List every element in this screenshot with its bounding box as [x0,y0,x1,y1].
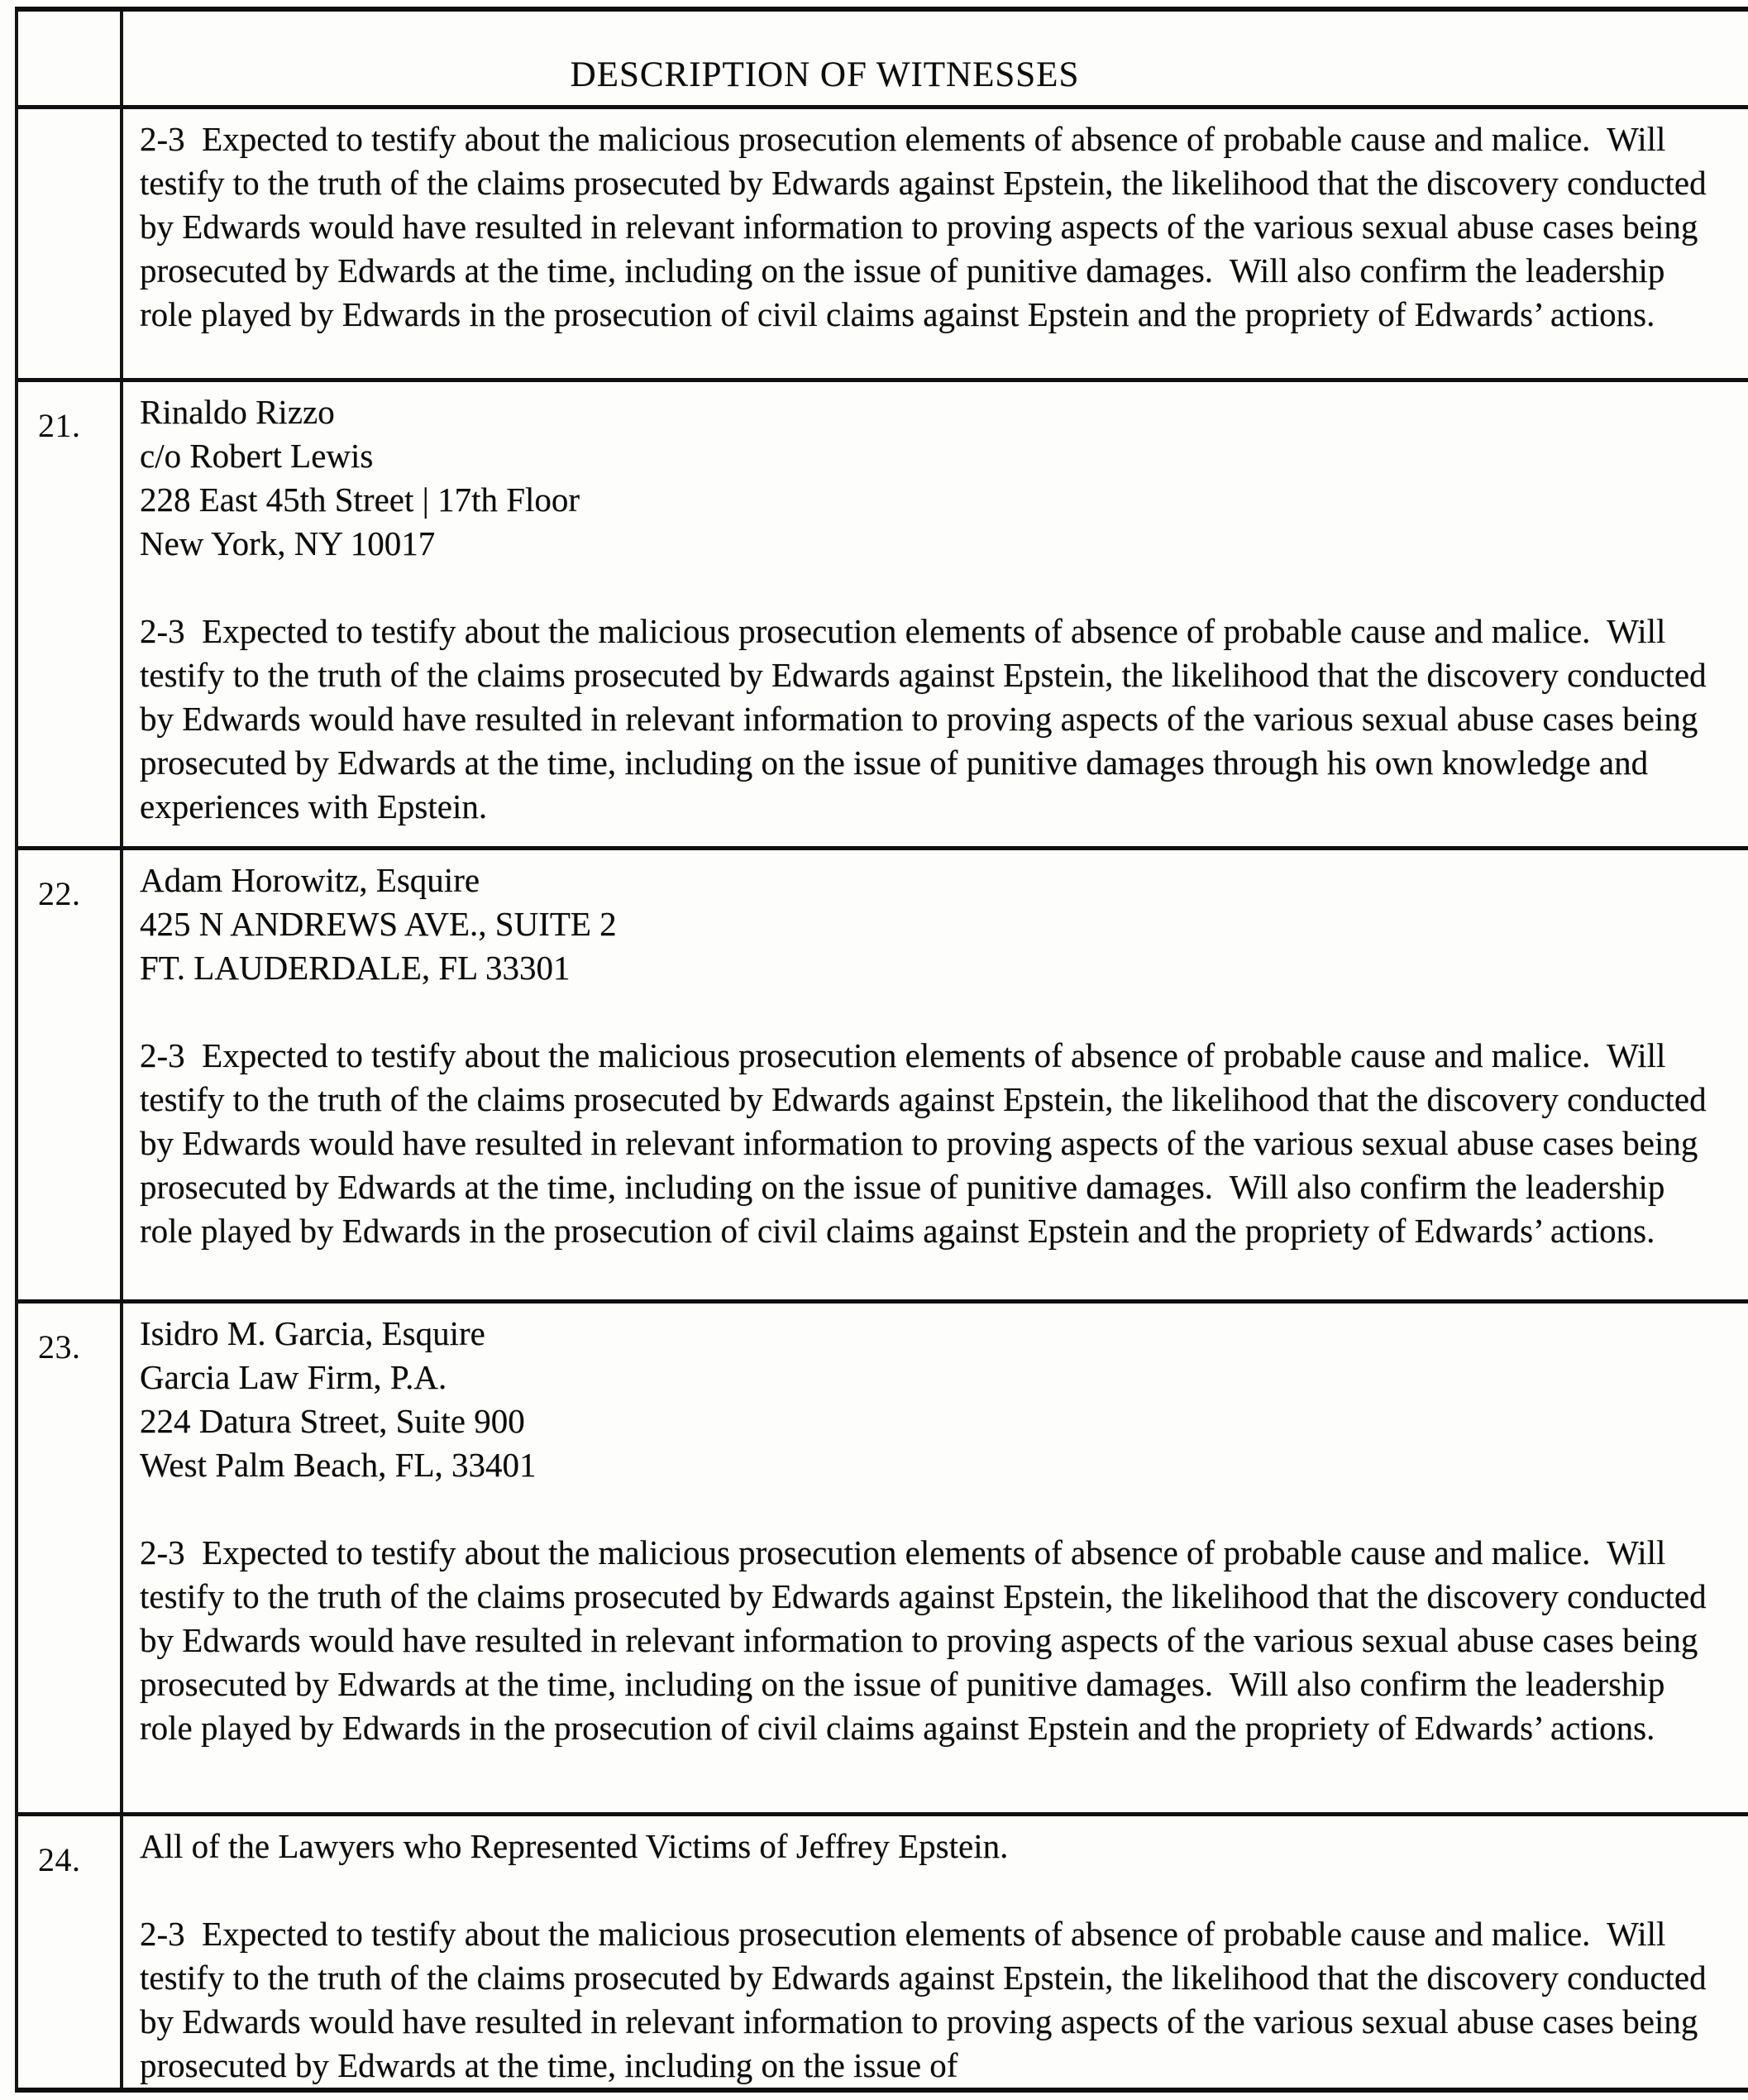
witness-testimony-paragraph: 2-3 Expected to testify about the malicious prosecution elements of absence of probable cause and malice. Will testify to the truth of the claims prosecuted by Edwards against Epstein, the likelihood that the discovery conducted by Edwards would have resulted in relevant information to proving aspects of the various sexual abuse cases being prosecuted by Edwards at the time, including on the issue of punitive damages. Will also confirm the leadership role played by Edwards in the prosecution of civil claims against Epstein and the propriety of Edwards’ actions. [140,1533,1715,1747]
header-description-cell [123,12,1748,105]
witness-address-line: 425 N ANDREWS AVE., SUITE 2 [140,905,617,943]
table-row [18,850,1748,1304]
spacer [140,1487,1717,1531]
witness-address-line: 228 East 45th Street | 17th Floor [140,481,580,519]
witness-description-cell [123,1304,1748,1812]
witness-address-line: New York, NY 10017 [140,524,436,562]
witness-number: 24. [18,1816,123,2088]
witness-description-cell [123,1816,1748,2088]
witness-testimony-paragraph: 2-3 Expected to testify about the malicious prosecution elements of absence of probable cause and malice. Will testify to the truth of the claims prosecuted by Edwards against Epstein, the likelihood that the discovery conducted by Edwards would have resulted in relevant information to proving aspects of the various sexual abuse cases being prosecuted by Edwards at the time, including on the issue of punitive damages. Will also confirm the leadership role played by Edwards in the prosecution of civil claims against Epstein and the propriety of Edwards’ actions. [140,120,1715,333]
spacer [140,1868,1717,1912]
witness-number [18,109,123,378]
witness-number: 21. [18,382,123,846]
table-header-row [18,12,1748,109]
witness-number: 22. [18,850,123,1299]
table-header-title: DESCRIPTION OF WITNESSES [570,55,1080,94]
table-row [18,382,1748,850]
witness-name-line: Adam Horowitz, Esquire [140,861,480,899]
witness-address-line: c/o Robert Lewis [140,437,374,475]
witness-description-cell [123,382,1748,846]
witness-name-line: Rinaldo Rizzo [140,393,335,431]
spacer [140,990,1717,1034]
witness-description-cell [123,850,1748,1299]
witness-address-line: West Palm Beach, FL, 33401 [140,1446,537,1484]
witness-testimony-paragraph: 2-3 Expected to testify about the malicious prosecution elements of absence of probable cause and malice. Will testify to the truth of the claims prosecuted by Edwards against Epstein, the likelihood that the discovery conducted by Edwards would have resulted in relevant information to proving aspects of the various sexual abuse cases being prosecuted by Edwards at the time, including on the issue of punitive damages through his own knowledge and experiences with Epstein. [140,612,1715,825]
spacer [140,566,1717,610]
witness-testimony-paragraph: 2-3 Expected to testify about the malicious prosecution elements of absence of probable cause and malice. Will testify to the truth of the claims prosecuted by Edwards against Epstein, the likelihood that the discovery conducted by Edwards would have resulted in relevant information to proving aspects of the various sexual abuse cases being prosecuted by Edwards at the time, including on the issue of punitive damages. Will also confirm the leadership role played by Edwards in the prosecution of civil claims against Epstein and the propriety of Edwards’ actions. [140,1036,1715,1250]
witness-address-line: 224 Datura Street, Suite 900 [140,1402,525,1440]
witness-testimony-paragraph: 2-3 Expected to testify about the malicious prosecution elements of absence of probable cause and malice. Will testify to the truth of the claims prosecuted by Edwards against Epstein, the likelihood that the discovery conducted by Edwards would have resulted in relevant information to proving aspects of the various sexual abuse cases being prosecuted by Edwards at the time, including on the issue of [140,1915,1715,2084]
witness-address-line: FT. LAUDERDALE, FL 33301 [140,949,571,987]
witness-name-line: Isidro M. Garcia, Esquire [140,1314,485,1352]
table-row [18,109,1748,382]
header-number-cell [18,12,123,105]
witness-number: 23. [18,1304,123,1812]
table-row [18,1304,1748,1816]
witness-name-line: All of the Lawyers who Represented Victims of Jeffrey Epstein. [140,1827,1009,1865]
witness-address-line: Garcia Law Firm, P.A. [140,1358,447,1396]
witness-table [15,7,1748,2093]
witness-description-cell [123,109,1748,378]
table-row [18,1816,1748,2088]
